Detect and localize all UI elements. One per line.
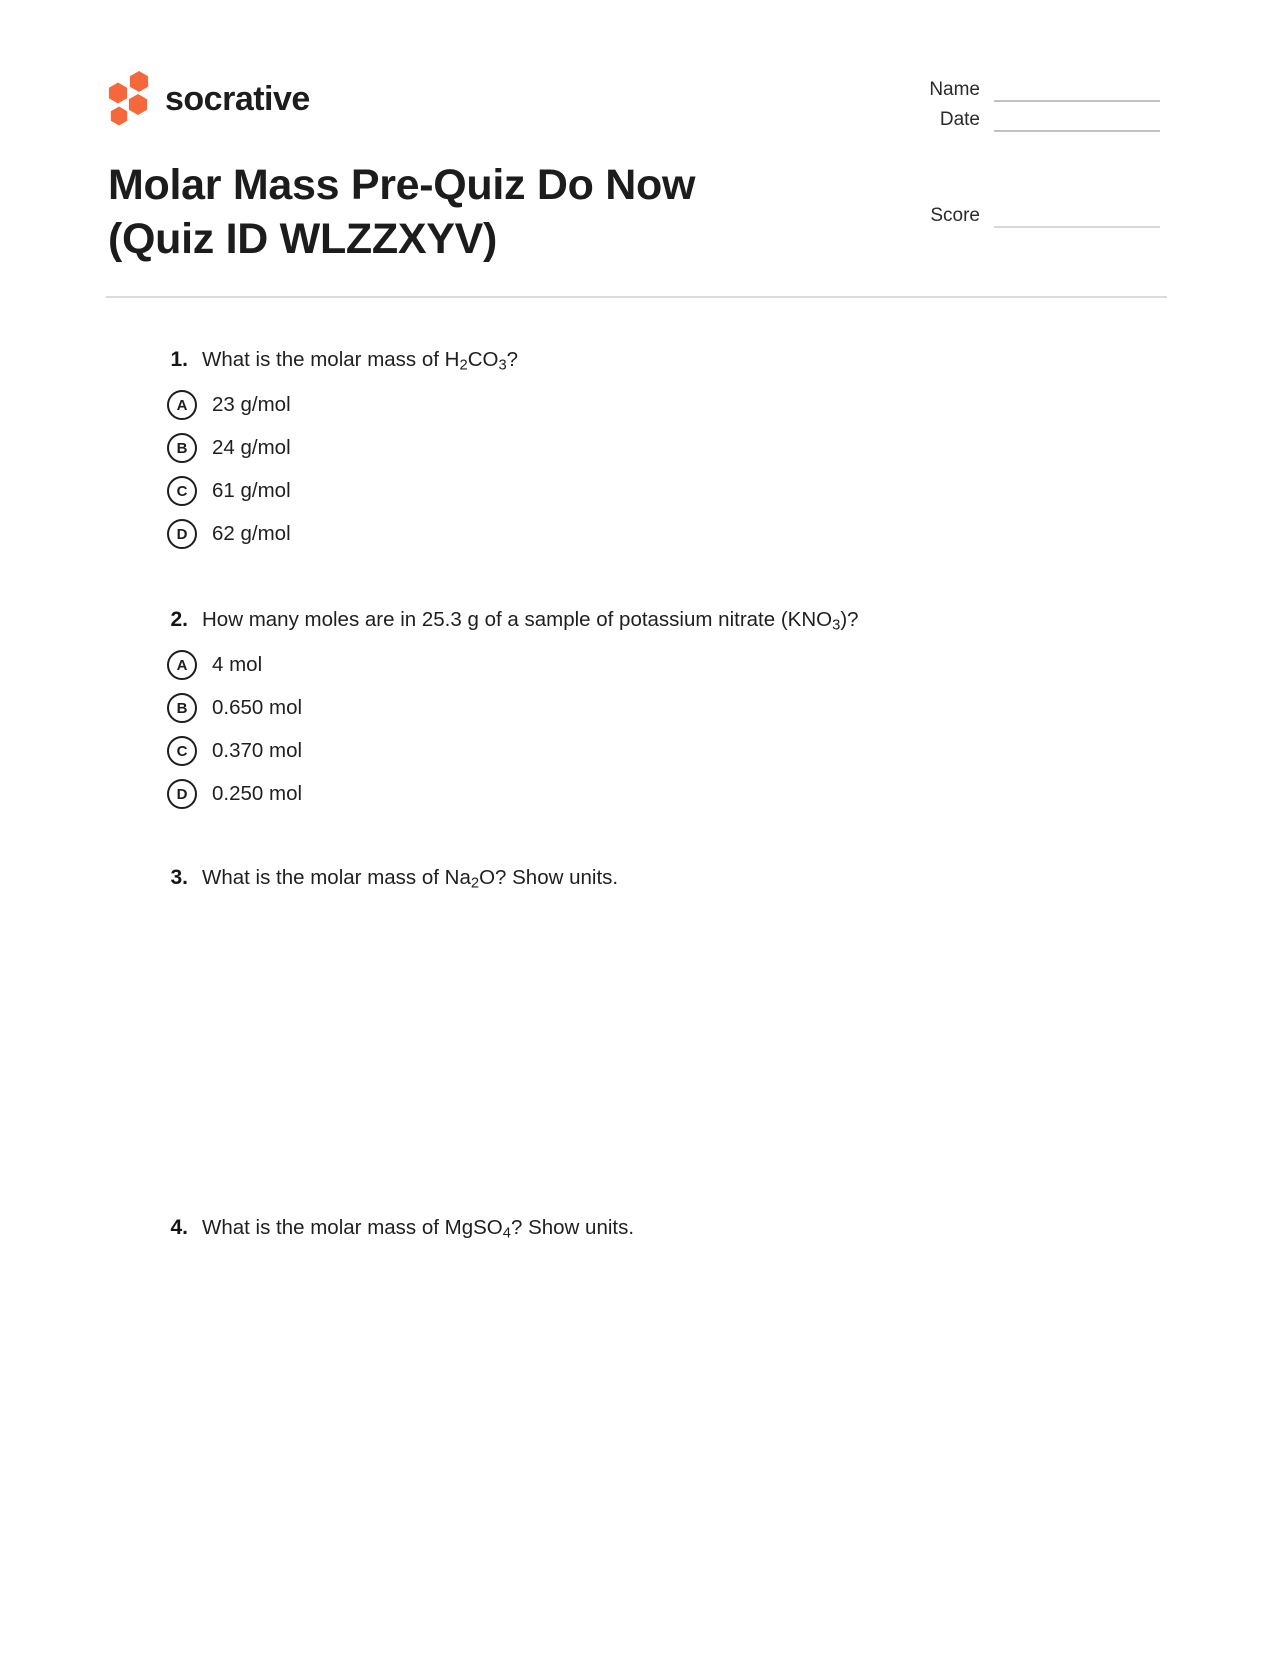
option-text: 0.370 mol <box>212 739 303 762</box>
answer-option-a <box>160 650 1120 680</box>
answer-option-b <box>160 693 1120 723</box>
option-letter-badge: A <box>167 650 197 680</box>
option-letter-badge: C <box>167 476 197 506</box>
question-3 <box>160 864 1120 892</box>
chemical-subscript: 4 <box>502 1225 511 1242</box>
option-letter-badge: C <box>167 736 197 766</box>
question-number: 3. <box>170 866 188 889</box>
hexagon-icon <box>109 83 127 104</box>
quiz-title-line1: Molar Mass Pre-Quiz Do Now <box>108 161 696 209</box>
date-field-row <box>860 108 1160 132</box>
answer-option-d <box>160 519 1120 549</box>
score-label: Score <box>930 205 980 226</box>
socrative-logo-mark <box>106 70 152 128</box>
option-letter-badge: B <box>167 433 197 463</box>
name-field-row <box>860 78 1160 102</box>
answer-option-c <box>160 736 1120 766</box>
question-number: 1. <box>170 348 188 371</box>
quiz-title <box>108 158 695 266</box>
question-text <box>202 1214 634 1242</box>
chemical-subscript: 2 <box>459 357 468 374</box>
option-letter-badge: D <box>167 779 197 809</box>
answer-option-d <box>160 779 1120 809</box>
option-letter-badge: D <box>167 519 197 549</box>
option-text: 4 mol <box>212 653 263 676</box>
option-letter-badge: A <box>167 390 197 420</box>
question-text-segment: )? <box>840 608 859 631</box>
question-text-row <box>160 346 1120 374</box>
name-blank-line <box>994 81 1160 102</box>
question-text-segment: ? Show units. <box>510 1216 635 1239</box>
chemical-subscript: 3 <box>498 357 507 374</box>
question-text <box>202 346 518 374</box>
question-text-segment: CO <box>467 348 499 371</box>
chemical-subscript: 2 <box>470 875 480 892</box>
question-2 <box>160 606 1120 822</box>
question-number: 4. <box>170 1216 188 1239</box>
date-label: Date <box>939 109 980 130</box>
option-text: 0.250 mol <box>212 782 303 805</box>
question-text-row <box>160 1214 1120 1242</box>
question-text-row <box>160 864 1120 892</box>
quiz-title-line2: (Quiz ID WLZZXYV) <box>108 215 498 263</box>
answer-option-c <box>160 476 1120 506</box>
question-text <box>202 606 859 634</box>
question-1 <box>160 346 1120 562</box>
chemical-subscript: 3 <box>832 617 841 634</box>
score-field-row <box>860 204 1160 228</box>
answer-options <box>160 390 1120 549</box>
date-blank-line <box>994 111 1160 132</box>
option-text: 62 g/mol <box>212 522 291 545</box>
question-text <box>202 864 618 892</box>
name-label: Name <box>929 79 980 100</box>
answer-options <box>160 650 1120 809</box>
answer-option-a <box>160 390 1120 420</box>
hexagon-icon <box>111 107 127 126</box>
option-text: 61 g/mol <box>212 479 291 502</box>
socrative-logo <box>106 70 310 128</box>
socrative-logo-text: socrative <box>165 79 310 118</box>
header-divider <box>106 296 1167 298</box>
question-text-row <box>160 606 1120 634</box>
question-text-segment: ? <box>506 348 519 371</box>
answer-option-b <box>160 433 1120 463</box>
question-text-segment: What is the molar mass of MgSO <box>202 1216 503 1239</box>
score-blank-line <box>994 207 1160 228</box>
hexagon-icon <box>129 94 147 115</box>
option-text: 0.650 mol <box>212 696 303 719</box>
option-text: 23 g/mol <box>212 393 291 416</box>
option-text: 24 g/mol <box>212 436 291 459</box>
option-letter-badge: B <box>167 693 197 723</box>
question-number: 2. <box>170 608 188 631</box>
question-text-segment: What is the molar mass of H <box>202 348 460 371</box>
hexagon-icon <box>130 71 148 92</box>
question-4 <box>160 1214 1120 1242</box>
question-text-segment: What is the molar mass of Na <box>202 866 471 889</box>
question-text-segment: How many moles are in 25.3 g of a sample of potassium nitrate (KNO <box>202 608 833 631</box>
question-text-segment: O? Show units. <box>479 866 619 889</box>
